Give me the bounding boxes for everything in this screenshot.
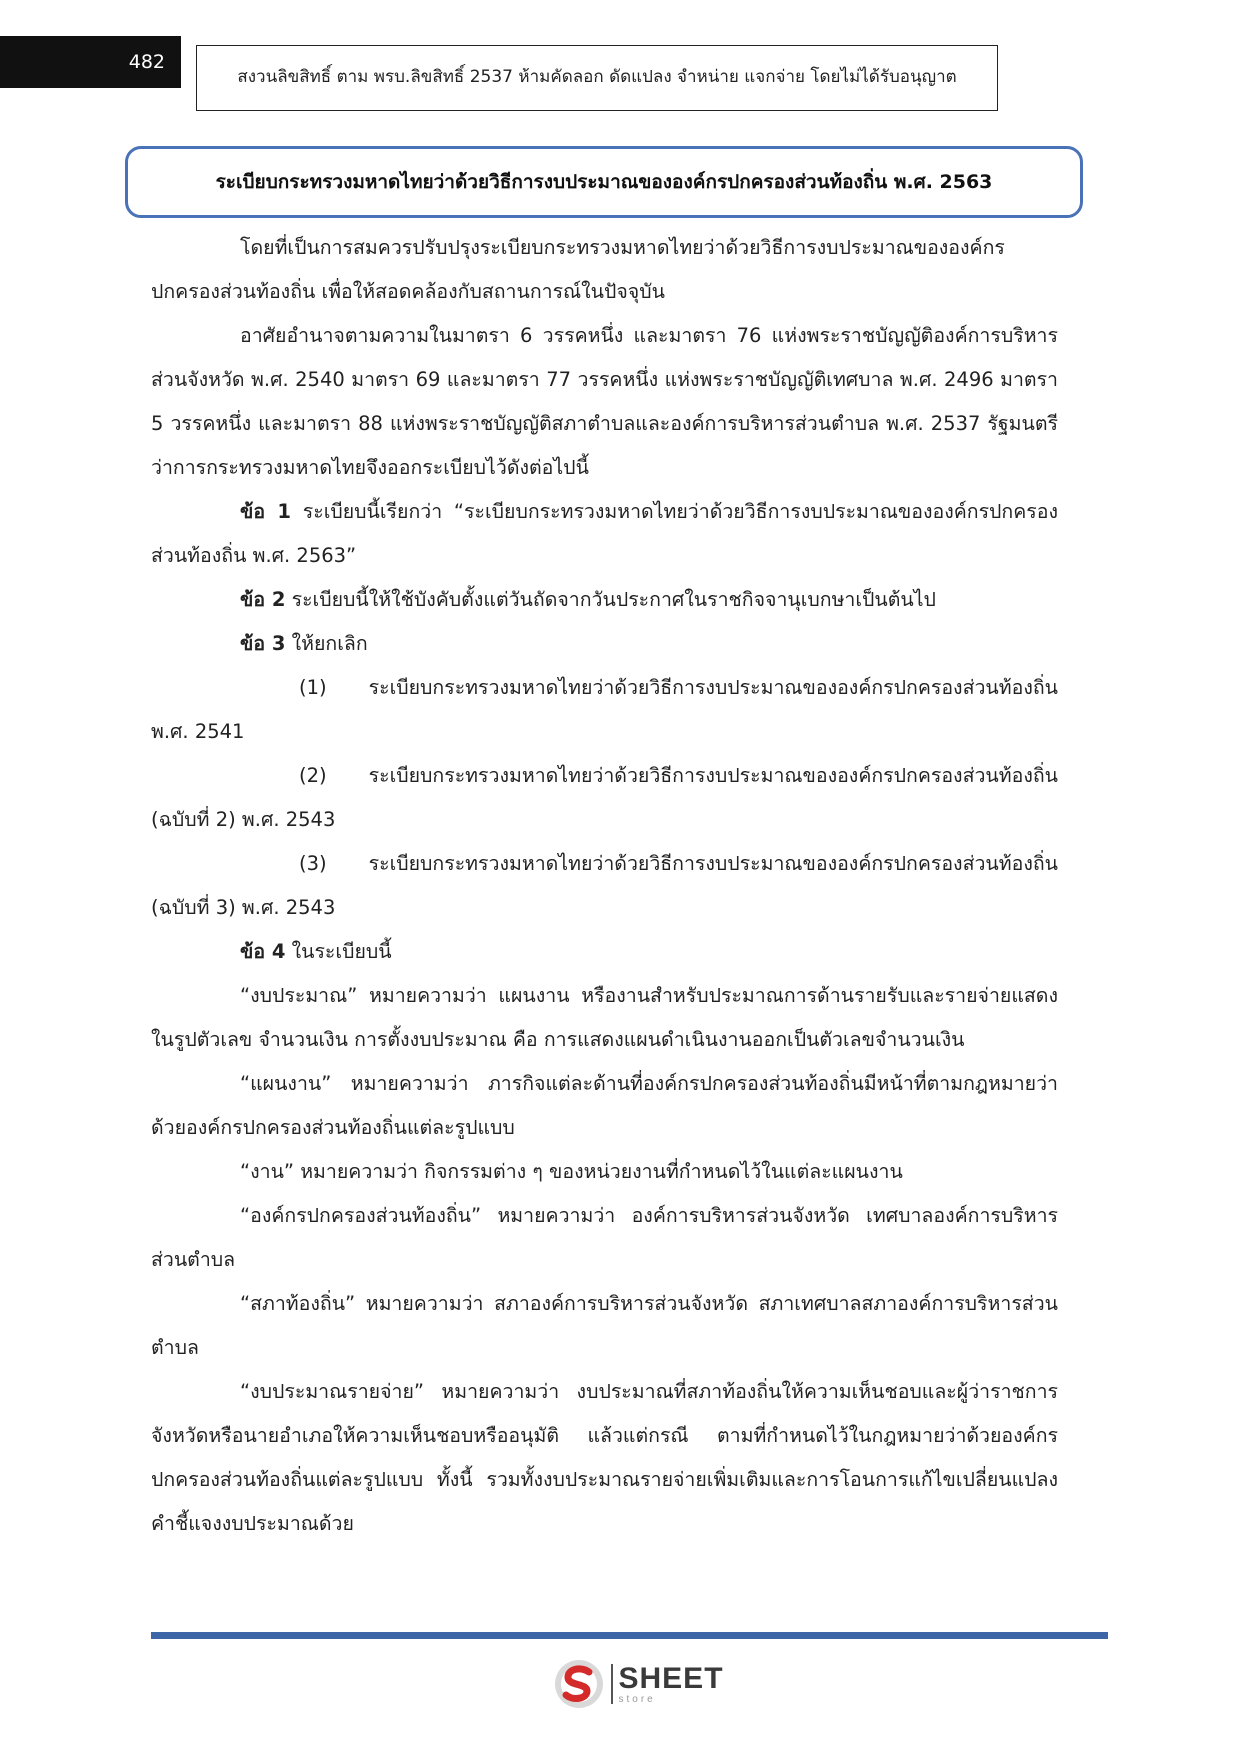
definition-item: “งบประมาณ” หมายความว่า แผนงาน หรืองานสำหรับประมาณการด้านรายรับและรายจ่ายแสดงในรูปตัวเลข จำนวนเงิน การตั้งงบประมาณ คือ การแสดงแผนดำเนินงานออกเป็นตัวเลขจำนวนเงิน — [151, 984, 1058, 1051]
page-number: 482 — [0, 36, 181, 88]
clause-label: ข้อ 1 — [240, 500, 291, 523]
footer-rule — [151, 1632, 1108, 1639]
sheet-store-logo — [553, 1656, 728, 1712]
definition-item: “แผนงาน” หมายความว่า ภารกิจแต่ละด้านที่องค์กรปกครองส่วนท้องถิ่นมีหน้าที่ตามกฎหมายว่าด้วยองค์กรปกครองส่วนท้องถิ่นแต่ละรูปแบบ — [151, 1072, 1058, 1139]
clause-label: ข้อ 4 — [240, 940, 286, 963]
list-item: (3) ระเบียบกระทรวงมหาดไทยว่าด้วยวิธีการงบประมาณขององค์กรปกครองส่วนท้องถิ่น (ฉบับที่ 3) พ.ศ. 2543 — [151, 852, 1058, 919]
logo-wordmark — [618, 1661, 724, 1705]
sheet-store-s-logo-icon — [553, 1658, 605, 1710]
clause-text: ระเบียบนี้เรียกว่า “ระเบียบกระทรวงมหาดไทยว่าด้วยวิธีการงบประมาณขององค์กรปกครองส่วนท้องถิ่น พ.ศ. 2563” — [151, 500, 1058, 567]
list-item: (2) ระเบียบกระทรวงมหาดไทยว่าด้วยวิธีการงบประมาณขององค์กรปกครองส่วนท้องถิ่น (ฉบับที่ 2) พ.ศ. 2543 — [151, 764, 1058, 831]
clause-2 — [151, 578, 1058, 622]
clause-text: ให้ยกเลิก — [291, 632, 368, 655]
definition-item: “งบประมาณรายจ่าย” หมายความว่า งบประมาณที่สภาท้องถิ่นให้ความเห็นชอบและผู้ว่าราชการจังหวัดหรือนายอำเภอให้ความเห็นชอบหรืออนุมัติ แล้วแต่กรณี ตามที่กำหนดไว้ในกฎหมายว่าด้วยองค์กรปกครองส่วนท้องถิ่นแต่ละรูปแบบ ทั้งนี้ รวมทั้งงบประมาณรายจ่ายเพิ่มเติมและการโอนการแก้ไขเปลี่ยนแปลงคำชี้แจงงบประมาณด้วย — [151, 1380, 1058, 1535]
document-title: ระเบียบกระทรวงมหาดไทยว่าด้วยวิธีการงบประมาณขององค์กรปกครองส่วนท้องถิ่น พ.ศ. 2563 — [125, 146, 1083, 218]
clause-3 — [151, 622, 1058, 666]
preamble-paragraph: อาศัยอำนาจตามความในมาตรา 6 วรรคหนึ่ง และมาตรา 76 แห่งพระราชบัญญัติองค์การบริหารส่วนจังหวัด พ.ศ. 2540 มาตรา 69 และมาตรา 77 วรรคหนึ่ง แห่งพระราชบัญญัติเทศบาล พ.ศ. 2496 มาตรา 5 วรรคหนึ่ง และมาตรา 88 แห่งพระราชบัญญัติสภาตำบลและองค์การบริหารส่วนตำบล พ.ศ. 2537 รัฐมนตรีว่าการกระทรวงมหาดไทยจึงออกระเบียบไว้ดังต่อไปนี้ — [151, 324, 1058, 479]
definition-item: “สภาท้องถิ่น” หมายความว่า สภาองค์การบริหารส่วนจังหวัด สภาเทศบาลสภาองค์การบริหารส่วนตำบล — [151, 1292, 1058, 1359]
logo-text: SHEET — [618, 1661, 724, 1695]
clause-label: ข้อ 2 — [240, 588, 286, 611]
clause-4 — [151, 930, 1058, 974]
definition-item: “องค์กรปกครองส่วนท้องถิ่น” หมายความว่า องค์การบริหารส่วนจังหวัด เทศบาลองค์การบริหารส่วนตำบล — [151, 1204, 1058, 1271]
definition-item: “งาน” หมายความว่า กิจกรรมต่าง ๆ ของหน่วยงานที่กำหนดไว้ในแต่ละแผนงาน — [240, 1160, 903, 1183]
copyright-notice: สงวนลิขสิทธิ์ ตาม พรบ.ลิขสิทธิ์ 2537 ห้ามคัดลอก ดัดแปลง จำหน่าย แจกจ่าย โดยไม่ได้รับอนุญาต — [196, 45, 998, 111]
preamble-paragraph: โดยที่เป็นการสมควรปรับปรุงระเบียบกระทรวงมหาดไทยว่าด้วยวิธีการงบประมาณขององค์กรปกครองส่วนท้องถิ่น เพื่อให้สอดคล้องกับสถานการณ์ในปัจจุบัน — [151, 236, 1005, 303]
logo-separator — [611, 1664, 613, 1704]
logo-subtext: store — [618, 1693, 656, 1705]
clause-1 — [151, 490, 1058, 578]
clause-text: ในระเบียบนี้ — [291, 940, 392, 963]
clause-text: ระเบียบนี้ให้ใช้บังคับตั้งแต่วันถัดจากวันประกาศในราชกิจจานุเบกษาเป็นต้นไป — [291, 588, 936, 611]
document-body — [151, 226, 1058, 1546]
clause-label: ข้อ 3 — [240, 632, 286, 655]
list-item: (1) ระเบียบกระทรวงมหาดไทยว่าด้วยวิธีการงบประมาณขององค์กรปกครองส่วนท้องถิ่น พ.ศ. 2541 — [151, 676, 1058, 743]
